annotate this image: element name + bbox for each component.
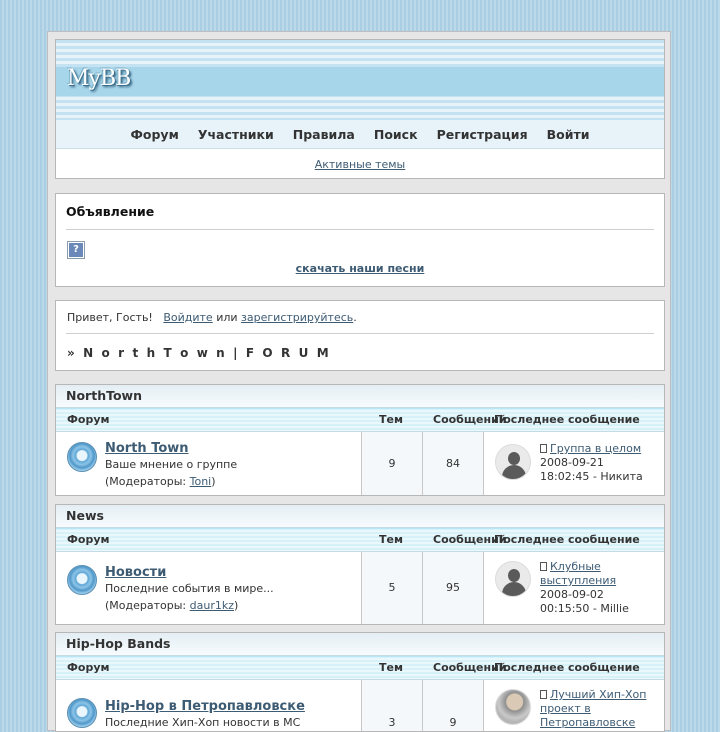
announcement-title: Объявление [66,204,155,219]
mybb-logo[interactable]: MyBB [67,66,131,91]
forum-description: Последние события в мире... [105,582,274,595]
topics-cell [362,680,423,732]
col-last-post: Последнее сообщение [494,533,640,546]
category-news [55,504,665,625]
category-title[interactable]: Hip-Hop Bands [56,633,664,656]
broken-image-icon: ? [67,241,85,259]
login-link[interactable]: Войдите [163,311,213,324]
moderator-link[interactable]: Toni [189,475,212,488]
greeting-text: Привет, Гость! [67,311,153,324]
last-post-cell [484,680,664,732]
posts-cell [423,432,484,496]
mod-prefix: (Модераторы: [105,599,187,612]
page-container [47,31,671,731]
user-avatar-icon[interactable] [495,561,531,597]
last-post-topic-line3 [540,716,662,730]
last-post-topic [540,688,662,702]
posts-cell [423,680,484,732]
banner [56,40,664,121]
main-menu [56,120,664,149]
breadcrumb [67,346,331,360]
period-text: . [353,311,357,324]
last-post-link-cont2[interactable]: Петропавловске [540,716,636,729]
col-posts: Сообщений [433,413,507,426]
last-post-link[interactable]: Лучший Хип-Хоп [550,688,647,701]
forum-info [56,432,362,496]
forum-description: Ваше мнение о группе [105,458,238,471]
col-topics: Тем [379,533,403,546]
mod-suffix: ) [234,599,239,612]
last-post-topic [540,442,662,456]
column-headers [56,656,664,680]
last-post-link-cont[interactable]: выступления [540,574,617,587]
forum-name-link[interactable]: Hip-Hop в Петропавловске [105,699,305,714]
register-link[interactable]: зарегистрируйтесь [241,311,354,324]
col-last-post: Последнее сообщение [494,413,640,426]
topics-count: 9 [388,457,396,470]
topics-count: 3 [388,716,396,729]
forum-row [56,552,664,625]
moderator-link[interactable]: daur1kz [189,599,234,612]
document-icon [540,444,547,453]
announcement-text [56,262,664,275]
forum-moderators [105,475,216,488]
last-post-topic-line2 [540,574,662,588]
forum-description: Последние Хип-Хоп новости в МС [105,716,301,729]
welcome-box [55,300,665,371]
col-topics: Тем [379,661,403,674]
forum-name-link[interactable]: North Town [105,441,189,456]
menu-register[interactable]: Регистрация [436,126,528,142]
last-post-topic-line2 [540,702,662,716]
header [55,39,665,179]
last-post-cell [484,552,664,625]
category-hiphop-bands [55,632,665,732]
divider [66,333,654,334]
active-topics-link[interactable]: Активные темы [314,157,406,171]
menu-search[interactable]: Поиск [373,126,418,142]
forum-info [56,552,362,625]
breadcrumb-forum-home[interactable]: N o r t h T o w n | F O R U M [83,346,331,360]
col-forum: Форум [67,661,110,674]
download-songs-link[interactable]: скачать наши песни [295,262,425,275]
last-post-date: 2008-09-21 [540,456,604,469]
topics-count: 5 [388,581,396,594]
category-northtown [55,384,665,496]
last-post-time-user: 00:15:50 - Millie [540,602,629,615]
menu-members[interactable]: Участники [197,126,274,142]
breadcrumb-arrow: » [67,346,77,360]
forum-row [56,432,664,496]
menu-rules[interactable]: Правила [292,126,355,142]
document-icon [540,690,547,699]
last-post-topic [540,560,662,574]
menu-forum[interactable]: Форум [130,126,179,142]
column-headers [56,528,664,552]
col-last-post: Последнее сообщение [494,661,640,674]
forum-status-icon [67,442,97,472]
column-headers [56,408,664,432]
mod-suffix: ) [211,475,216,488]
col-posts: Сообщений [433,533,507,546]
active-topics-bar [56,149,664,179]
posts-count: 84 [446,457,460,470]
mod-prefix: (Модераторы: [105,475,187,488]
forum-info [56,680,362,732]
last-post-cell [484,432,664,496]
document-icon [540,562,547,571]
forum-status-icon [67,565,97,595]
category-title[interactable]: News [56,505,664,528]
topics-cell [362,432,423,496]
menu-login[interactable]: Войти [546,126,590,142]
col-topics: Тем [379,413,403,426]
announcement-box [55,193,665,287]
topics-cell [362,552,423,625]
forum-name-link[interactable]: Новости [105,565,167,580]
user-avatar-icon[interactable] [495,444,531,480]
category-title[interactable]: NorthTown [56,385,664,408]
forum-status-icon [67,698,97,728]
posts-cell [423,552,484,625]
col-forum: Форум [67,533,110,546]
or-text: или [216,311,238,324]
greeting [67,311,357,324]
forum-row [56,680,664,732]
posts-count: 95 [446,581,460,594]
col-forum: Форум [67,413,110,426]
last-post-link[interactable]: Группа в целом [550,442,642,455]
col-posts: Сообщений [433,661,507,674]
divider [66,229,654,230]
last-post-link-cont[interactable]: проект в [540,702,591,715]
last-post-date: 2008-09-02 [540,588,604,601]
last-post-time-user: 18:02:45 - Никита [540,470,643,483]
forum-moderators [105,599,238,612]
posts-count: 9 [449,716,457,729]
last-post-link[interactable]: Клубные [550,560,601,573]
